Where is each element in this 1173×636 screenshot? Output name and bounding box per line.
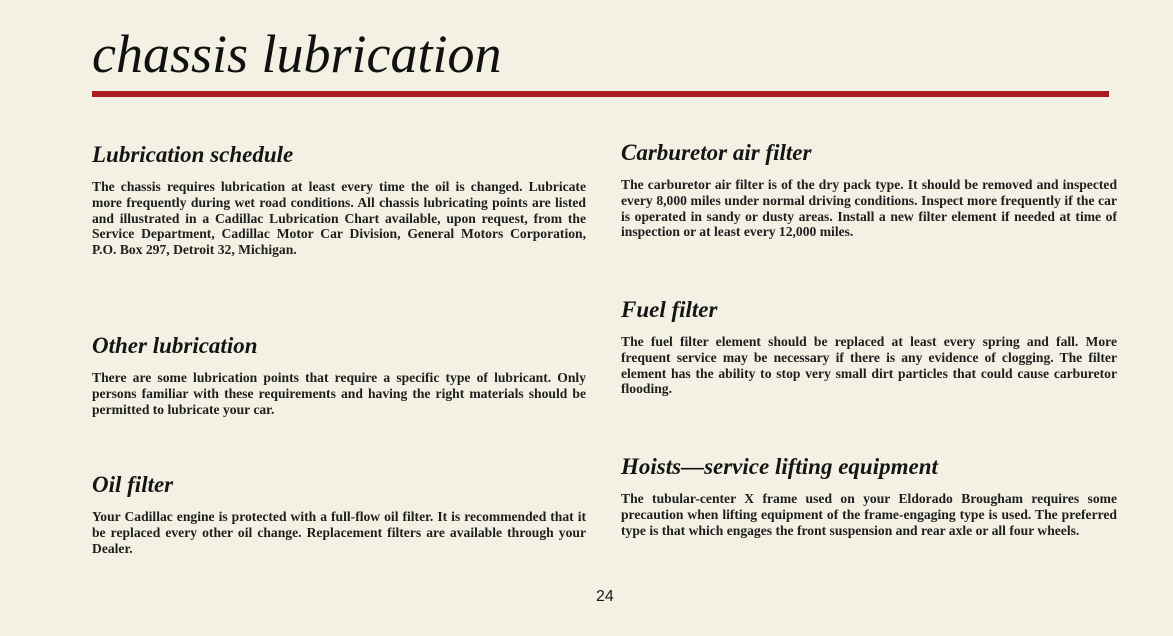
section-body: The tubular-center X frame used on your Eldorado Brougham requires some precaution when lifting equipment of the frame-engaging type is used. The preferred type is that which engages the front suspension and rear axle or all four wheels.	[621, 491, 1117, 538]
section-hoists	[621, 453, 1117, 538]
section-heading: Lubrication schedule	[92, 142, 294, 167]
section-body: There are some lubrication points that require a specific type of lubricant. Only persons familiar with these requirements and having the right materials should be permitted to lubricate your car.	[92, 370, 586, 417]
section-body: Your Cadillac engine is protected with a full-flow oil filter. It is recommended that it be replaced every other oil change. Replacement filters are available through your Dealer.	[92, 509, 586, 556]
section-heading: Carburetor air filter	[621, 140, 812, 165]
section-heading: Other lubrication	[92, 333, 258, 358]
section-other-lubrication	[92, 332, 586, 417]
section-fuel-filter	[621, 296, 1117, 397]
section-oil-filter	[92, 471, 586, 556]
section-carburetor-air-filter	[621, 139, 1117, 240]
section-body: The carburetor air filter is of the dry pack type. It should be removed and inspected every 8,000 miles under normal driving conditions. Inspect more frequently if the car is operated in sandy or dusty areas. Install a new filter element if needed at time of inspection or at least every 12,000 miles.	[621, 177, 1117, 240]
section-body: The chassis requires lubrication at least every time the oil is changed. Lubricate more frequently during wet road conditions. All chassis lubricating points are listed and illustrated in a Cadillac Lubrication Chart available, upon request, from the Service Department, Cadillac Motor Car Division, General Motors Corporation, P.O. Box 297, Detroit 32, Michigan.	[92, 179, 586, 258]
section-lubrication-schedule	[92, 141, 586, 258]
section-heading: Fuel filter	[621, 297, 718, 322]
section-body: The fuel filter element should be replaced at least every spring and fall. More frequent service may be necessary if there is any evidence of clogging. The filter element has the ability to stop very small dirt particles that could cause carburetor flooding.	[621, 334, 1117, 397]
page-number: 24	[596, 588, 614, 605]
section-heading: Hoists—service lifting equipment	[621, 454, 938, 479]
title-divider-rule	[92, 91, 1109, 97]
section-heading: Oil filter	[92, 472, 174, 497]
page-title: chassis lubrication	[92, 24, 502, 84]
